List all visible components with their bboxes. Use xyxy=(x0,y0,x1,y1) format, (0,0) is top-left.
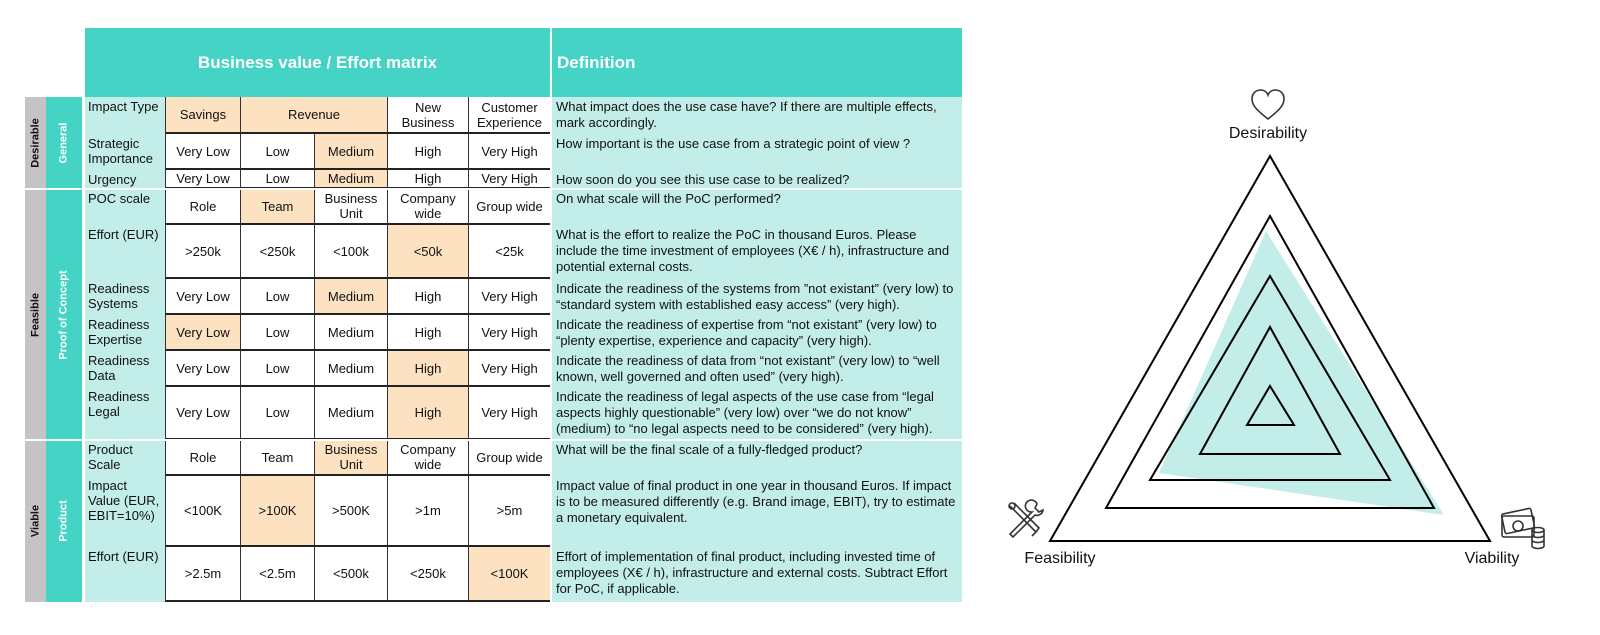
criterion-label: Readiness Systems xyxy=(85,279,165,315)
option-cell[interactable]: >5m xyxy=(468,476,550,547)
tools-icon xyxy=(1009,500,1043,537)
definition-text: Indicate the readiness of the systems from ”not existant” (very low) to “standard system with established easy access” (very high). xyxy=(552,279,962,315)
subgroup-label-text: Proof of Concept xyxy=(57,269,70,360)
feasibility-label: Feasibility xyxy=(1024,550,1096,567)
definition-text: What impact does the use case have? If there are multiple effects, mark accordingly. xyxy=(552,97,962,134)
option-cell[interactable]: Medium xyxy=(314,134,387,170)
option-cell[interactable]: Role xyxy=(165,440,240,476)
option-cell[interactable]: High xyxy=(387,170,468,189)
option-cell[interactable]: <100K xyxy=(468,547,550,602)
group-label-text: Desirable xyxy=(29,118,41,168)
group-separator xyxy=(25,188,962,190)
subgroup-label xyxy=(46,97,82,189)
option-cell[interactable]: >100K xyxy=(240,476,314,547)
option-cell[interactable]: Medium xyxy=(314,315,387,351)
definition-text: How soon do you see this use case to be realized? xyxy=(552,170,962,189)
option-cell[interactable]: Customer Experience xyxy=(468,97,550,134)
option-cell[interactable]: Very High xyxy=(468,351,550,387)
option-cell[interactable]: High xyxy=(387,315,468,351)
group-label-text: Viable xyxy=(29,504,41,538)
option-cell[interactable]: High xyxy=(387,279,468,315)
group-separator xyxy=(25,439,962,441)
definition-text: Indicate the readiness of data from “not existant” (very low) to “well known, well governed and often used” (very high). xyxy=(552,351,962,387)
option-cell[interactable]: Savings xyxy=(165,97,240,134)
subgroup-label xyxy=(46,440,82,602)
definition-text: On what scale will the PoC performed? xyxy=(552,189,962,225)
option-cell[interactable]: Company wide xyxy=(387,189,468,225)
option-cell[interactable]: <50k xyxy=(387,225,468,279)
group-label-desirable xyxy=(25,97,46,189)
option-cell[interactable]: >2.5m xyxy=(165,547,240,602)
criterion-label: Product Scale xyxy=(85,440,165,476)
definition-text: What is the effort to realize the PoC in thousand Euros. Please include the time investment of employees (X€ / h), infrastructure and potential external costs. xyxy=(552,225,962,279)
option-cell[interactable]: >500K xyxy=(314,476,387,547)
option-cell[interactable]: High xyxy=(387,134,468,170)
option-cell[interactable]: <100k xyxy=(314,225,387,279)
option-cell[interactable]: New Business xyxy=(387,97,468,134)
option-cell[interactable]: Team xyxy=(240,440,314,476)
criterion-label: Impact Value (EUR, EBIT=10%) xyxy=(85,476,165,547)
definition-text: Indicate the readiness of expertise from “not existant” (very low) to “plenty expertise, experience and capacity” (very high). xyxy=(552,315,962,351)
option-cell[interactable]: Revenue xyxy=(240,97,387,134)
option-cell[interactable]: Very Low xyxy=(165,351,240,387)
option-cell[interactable]: Very High xyxy=(468,387,550,440)
definition-text: What will be the final scale of a fully-fledged product? xyxy=(552,440,962,476)
criterion-label: Urgency xyxy=(85,170,165,189)
subgroup-label-text: General xyxy=(57,122,70,164)
criterion-label: Effort (EUR) xyxy=(85,225,165,279)
subgroup-label-text: Product xyxy=(57,500,70,542)
criterion-label: POC scale xyxy=(85,189,165,225)
option-cell[interactable]: <2.5m xyxy=(240,547,314,602)
option-cell[interactable]: Group wide xyxy=(468,440,550,476)
option-cell[interactable]: Very Low xyxy=(165,387,240,440)
option-cell[interactable]: Very Low xyxy=(165,315,240,351)
option-cell[interactable]: Low xyxy=(240,387,314,440)
option-cell[interactable]: High xyxy=(387,387,468,440)
group-label-text: Feasible xyxy=(29,292,41,337)
money-icon xyxy=(1501,508,1544,548)
group-label-viable xyxy=(25,440,46,602)
option-cell[interactable]: Role xyxy=(165,189,240,225)
option-cell[interactable]: Very Low xyxy=(165,170,240,189)
option-cell[interactable]: Very High xyxy=(468,279,550,315)
option-cell[interactable]: Team xyxy=(240,189,314,225)
criterion-label: Readiness Legal xyxy=(85,387,165,440)
option-cell[interactable]: Medium xyxy=(314,279,387,315)
option-cell[interactable]: <250k xyxy=(387,547,468,602)
subgroup-label xyxy=(46,189,82,440)
definition-text: Indicate the readiness of legal aspects of the use case from “legal aspects highly questionable” (very low) over “we do not know” (medium) to “no legal aspects need to be considered” (very high). xyxy=(552,387,962,440)
criterion-label: Readiness Data xyxy=(85,351,165,387)
definition-text: Effort of implementation of final product, including invested time of employees (X€ / h), infrastructure and external costs. Subtract Effort for PoC, if applicable. xyxy=(552,547,962,602)
option-cell[interactable]: >250k xyxy=(165,225,240,279)
option-cell[interactable]: Very High xyxy=(468,170,550,189)
option-cell[interactable]: Low xyxy=(240,351,314,387)
viability-label: Viability xyxy=(1464,550,1520,567)
desirability-label: Desirability xyxy=(1228,125,1308,142)
desirability-feasibility-viability-diagram xyxy=(1000,0,1600,635)
option-cell[interactable]: Medium xyxy=(314,351,387,387)
definition-header: Definition xyxy=(552,28,962,97)
option-cell[interactable]: Medium xyxy=(314,387,387,440)
option-cell[interactable]: Very Low xyxy=(165,134,240,170)
option-cell[interactable]: <25k xyxy=(468,225,550,279)
heart-icon xyxy=(1252,90,1284,119)
criterion-label: Effort (EUR) xyxy=(85,547,165,602)
option-cell[interactable]: Very High xyxy=(468,134,550,170)
option-cell[interactable]: Company wide xyxy=(387,440,468,476)
criterion-label: Readiness Expertise xyxy=(85,315,165,351)
option-cell[interactable]: High xyxy=(387,351,468,387)
option-cell[interactable]: Business Unit xyxy=(314,440,387,476)
option-cell[interactable]: Business Unit xyxy=(314,189,387,225)
option-cell[interactable]: <500k xyxy=(314,547,387,602)
option-cell[interactable]: Very Low xyxy=(165,279,240,315)
option-cell[interactable]: Low xyxy=(240,279,314,315)
group-label-feasible xyxy=(25,189,46,440)
option-cell[interactable]: Low xyxy=(240,134,314,170)
matrix-title: Business value / Effort matrix xyxy=(85,28,550,97)
criterion-label: Strategic Importance xyxy=(85,134,165,170)
definition-text: How important is the use case from a strategic point of view ? xyxy=(552,134,962,170)
option-cell[interactable]: <250k xyxy=(240,225,314,279)
definition-text: Impact value of final product in one year in thousand Euros. If impact is to be measured differently (e.g. Brand image, EBIT), try to estimate a monetary equivalent. xyxy=(552,476,962,547)
option-cell[interactable]: >1m xyxy=(387,476,468,547)
option-cell[interactable]: Group wide xyxy=(468,189,550,225)
criterion-label: Impact Type xyxy=(85,97,165,134)
option-cell[interactable]: Low xyxy=(240,170,314,189)
option-cell[interactable]: Very High xyxy=(468,315,550,351)
option-cell[interactable]: Medium xyxy=(314,170,387,189)
option-cell[interactable]: Low xyxy=(240,315,314,351)
option-cell[interactable]: <100K xyxy=(165,476,240,547)
